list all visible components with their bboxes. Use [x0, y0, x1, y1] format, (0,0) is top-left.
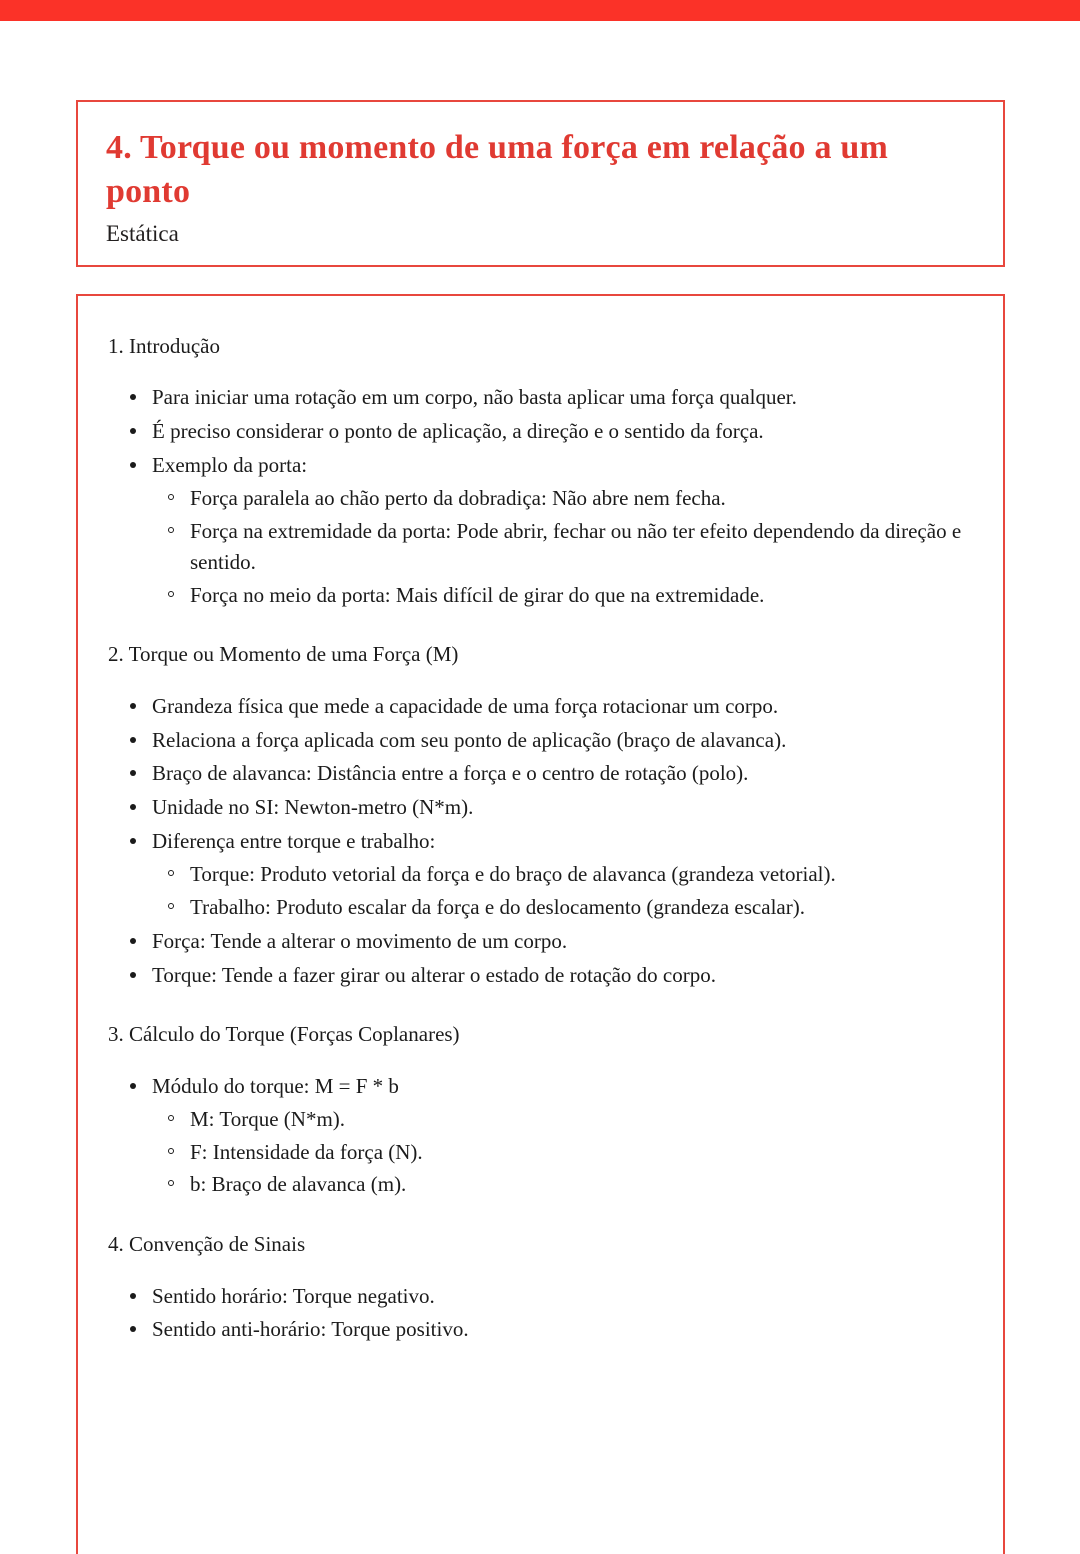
section-heading: 1. Introdução	[108, 334, 220, 358]
sub-list-item-text: Força paralela ao chão perto da dobradiça: Não abre nem fecha.	[190, 485, 726, 510]
list-item-text: Braço de alavanca: Distância entre a força e o centro de rotação (polo).	[152, 761, 749, 786]
sub-list-item	[152, 483, 973, 514]
sub-list-item-text: Trabalho: Produto escalar da força e do deslocamento (grandeza escalar).	[190, 894, 805, 919]
list-item-text: Unidade no SI: Newton-metro (N*m).	[152, 795, 474, 820]
bullet-list	[108, 1071, 973, 1200]
sub-list-item	[152, 1169, 973, 1200]
list-item	[108, 416, 973, 447]
sub-list-item-text: Força na extremidade da porta: Pode abrir, fechar ou não ter efeito dependendo da direção e sentido.	[190, 518, 962, 574]
list-item	[108, 450, 973, 610]
page-subtitle: Estática	[106, 221, 179, 247]
sub-bullet-list	[152, 483, 973, 610]
sub-bullet-list	[152, 859, 973, 923]
list-item	[108, 1071, 973, 1200]
list-item-text: Para iniciar uma rotação em um corpo, não basta aplicar uma força qualquer.	[152, 385, 797, 410]
list-item-text: É preciso considerar o ponto de aplicação, a direção e o sentido da força.	[152, 419, 764, 444]
sub-list-item	[152, 859, 973, 890]
list-item	[108, 960, 973, 991]
list-item-text: Sentido anti-horário: Torque positivo.	[152, 1317, 469, 1342]
list-item	[108, 926, 973, 957]
list-item-text: Relaciona a força aplicada com seu ponto de aplicação (braço de alavanca).	[152, 727, 787, 752]
list-item-text: Força: Tende a alterar o movimento de um corpo.	[152, 928, 568, 953]
sub-list-item	[152, 1104, 973, 1135]
sub-list-item-text: M: Torque (N*m).	[190, 1106, 346, 1131]
document-header-card	[76, 100, 1005, 267]
list-item	[108, 725, 973, 756]
section	[108, 640, 973, 990]
section-heading: 2. Torque ou Momento de uma Força (M)	[108, 642, 459, 667]
list-item	[108, 382, 973, 413]
list-item-text: Módulo do torque: M = F * b	[152, 1073, 399, 1098]
list-item	[108, 758, 973, 789]
list-item-text: Exemplo da porta:	[152, 453, 308, 478]
list-item-text: Torque: Tende a fazer girar ou alterar o estado de rotação do corpo.	[152, 962, 716, 987]
sub-list-item	[152, 516, 973, 578]
sub-list-item-text: Força no meio da porta: Mais difícil de girar do que na extremidade.	[190, 582, 765, 607]
list-item	[108, 792, 973, 823]
bullet-list	[108, 382, 973, 610]
sub-list-item	[152, 892, 973, 923]
section-heading: 4. Convenção de Sinais	[108, 1232, 306, 1257]
section	[108, 1230, 973, 1345]
list-item	[108, 1314, 973, 1345]
section-heading: 3. Cálculo do Torque (Forças Coplanares)	[108, 1022, 460, 1047]
page-title: 4. Torque ou momento de uma força em relação a um ponto	[106, 129, 888, 210]
list-item	[108, 1281, 973, 1312]
sub-list-item-text: Torque: Produto vetorial da força e do braço de alavanca (grandeza vetorial).	[190, 862, 836, 886]
section	[108, 332, 973, 610]
top-accent-bar	[0, 0, 1080, 21]
section	[108, 1020, 973, 1200]
sub-list-item	[152, 1137, 973, 1168]
list-item	[108, 691, 973, 722]
bullet-list	[108, 691, 973, 991]
list-item	[108, 826, 973, 923]
sub-list-item	[152, 580, 973, 611]
list-item-text: Grandeza física que mede a capacidade de uma força rotacionar um corpo.	[152, 693, 779, 718]
document-content-card	[76, 294, 1005, 1554]
sub-bullet-list	[152, 1104, 973, 1201]
sub-list-item-text: F: Intensidade da força (N).	[190, 1139, 423, 1164]
bullet-list	[108, 1281, 973, 1346]
sections-container	[108, 332, 973, 1345]
list-item-text: Sentido horário: Torque negativo.	[152, 1283, 435, 1308]
sub-list-item-text: b: Braço de alavanca (m).	[190, 1172, 407, 1197]
document-page	[0, 21, 1080, 1528]
list-item-text: Diferença entre torque e trabalho:	[152, 829, 436, 854]
